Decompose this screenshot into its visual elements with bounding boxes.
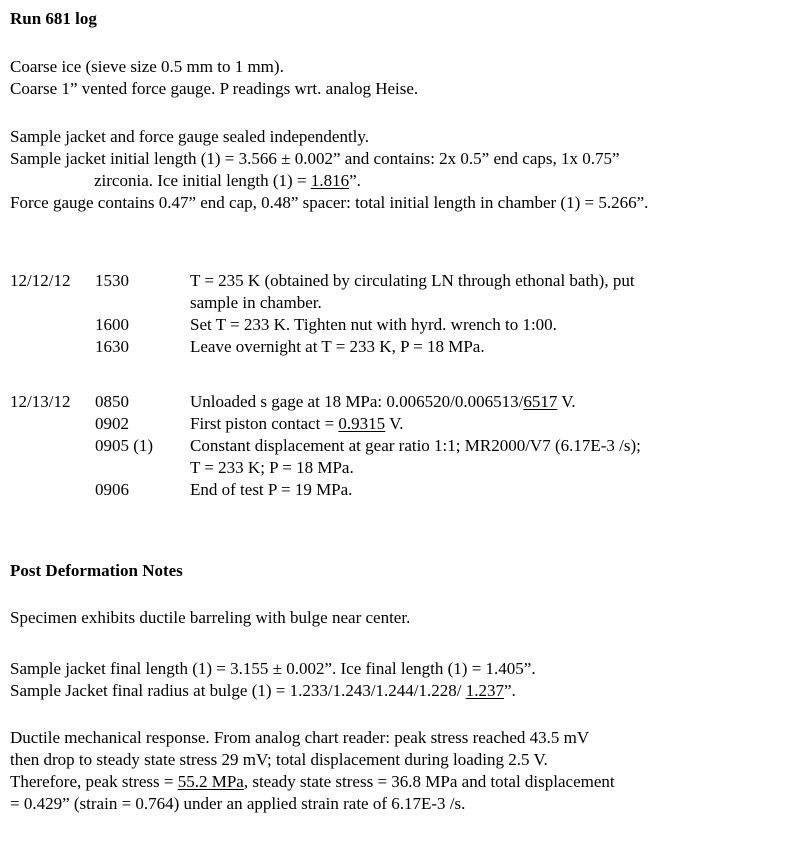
setup-paragraph [10,56,796,100]
text-line: sample in chamber. [190,293,322,312]
log-entry [10,479,796,501]
document-title-block [10,8,796,30]
log-time: 1600 [95,315,129,334]
text-line [10,771,796,793]
log-entry-text [190,435,796,479]
log-entry-text [190,479,796,501]
log-entry [10,413,796,435]
underlined-value: 1.237 [465,681,505,700]
text-line [190,391,796,413]
text-line: Constant displacement at gear ratio 1:1; MR2000/V7 (6.17E-3 /s); [190,436,641,455]
log-entry-text [190,391,796,413]
text-line: Coarse ice (sieve size 0.5 mm to 1 mm). [10,57,284,76]
text-line: Specimen exhibits ductile barreling with bulge near center. [10,608,411,627]
log-block-12-12-12 [10,270,796,358]
log-time: 0906 [95,480,129,499]
log-entry [10,336,796,358]
log-entry-text [190,336,796,358]
post-deformation-heading-block [10,560,796,582]
text-line: Force gauge contains 0.47” end cap, 0.48” spacer: total initial length in chamber (1) = 5.266”. [10,193,649,212]
log-block-12-13-12 [10,391,796,501]
text-run: V. [557,392,576,411]
underlined-value: 0.9315 [338,414,386,433]
text-line: = 0.429” (strain = 0.764) under an applied strain rate of 6.17E-3 /s. [10,794,466,813]
underlined-value: 1.816 [310,171,350,190]
text-line: Sample jacket and force gauge sealed independently. [10,127,370,146]
text-run: , steady state stress = 36.8 MPa and total displacement [243,772,615,791]
log-entry [10,435,796,479]
sample-jacket-paragraph [10,126,796,214]
text-line: Coarse 1” vented force gauge. P readings wrt. analog Heise. [10,79,419,98]
log-time: 0905 (1) [95,436,154,455]
log-time: 1630 [95,337,129,356]
text-line: Set T = 233 K. Tighten nut with hyrd. wrench to 1:00. [190,315,557,334]
text-run: Sample Jacket final radius at bulge (1) = 1.233/1.243/1.244/1.228/ [10,681,466,700]
text-run: V. [385,414,404,433]
text-line: Sample jacket final length (1) = 3.155 ± 0.002”. Ice final length (1) = 1.405”. [10,659,536,678]
text-run: Therefore, peak stress = [10,772,178,791]
specimen-paragraph [10,607,796,629]
log-time: 0902 [95,414,129,433]
text-run: Unloaded s gage at 18 MPa: 0.006520/0.006513/ [190,392,524,411]
log-time: 0850 [95,392,129,411]
text-run: ”. [349,171,361,190]
text-line: End of test P = 19 MPa. [190,480,353,499]
text-line: T = 233 K; P = 18 MPa. [190,458,354,477]
log-date: 12/13/12 [10,392,71,411]
text-line: Leave overnight at T = 233 K, P = 18 MPa. [190,337,485,356]
document-title: Run 681 log [10,9,97,28]
text-line: T = 235 K (obtained by circulating LN through ethonal bath), put [190,271,635,290]
text-run: zirconia. Ice initial length (1) = [94,171,311,190]
text-line [10,170,796,192]
text-line: Sample jacket initial length (1) = 3.566 ± 0.002” and contains: 2x 0.5” end caps, 1x 0.75” [10,149,620,168]
log-entry-text [190,314,796,336]
mechanical-response-paragraph [10,727,796,815]
text-line: Ductile mechanical response. From analog chart reader: peak stress reached 43.5 mV [10,728,590,747]
text-run: ”. [504,681,516,700]
final-lengths-paragraph [10,658,796,702]
log-entry-text [190,413,796,435]
log-entry-text [190,270,796,314]
underlined-value: 55.2 MPa [177,772,244,791]
log-entry [10,270,796,314]
text-line: then drop to steady state stress 29 mV; total displacement during loading 2.5 V. [10,750,548,769]
text-run: First piston contact = [190,414,339,433]
log-time: 1530 [95,271,129,290]
log-date: 12/12/12 [10,271,71,290]
log-entry [10,314,796,336]
log-entry [10,391,796,413]
text-line [190,413,796,435]
underlined-value: 6517 [523,392,558,411]
section-heading: Post Deformation Notes [10,561,183,580]
text-line [10,680,796,702]
